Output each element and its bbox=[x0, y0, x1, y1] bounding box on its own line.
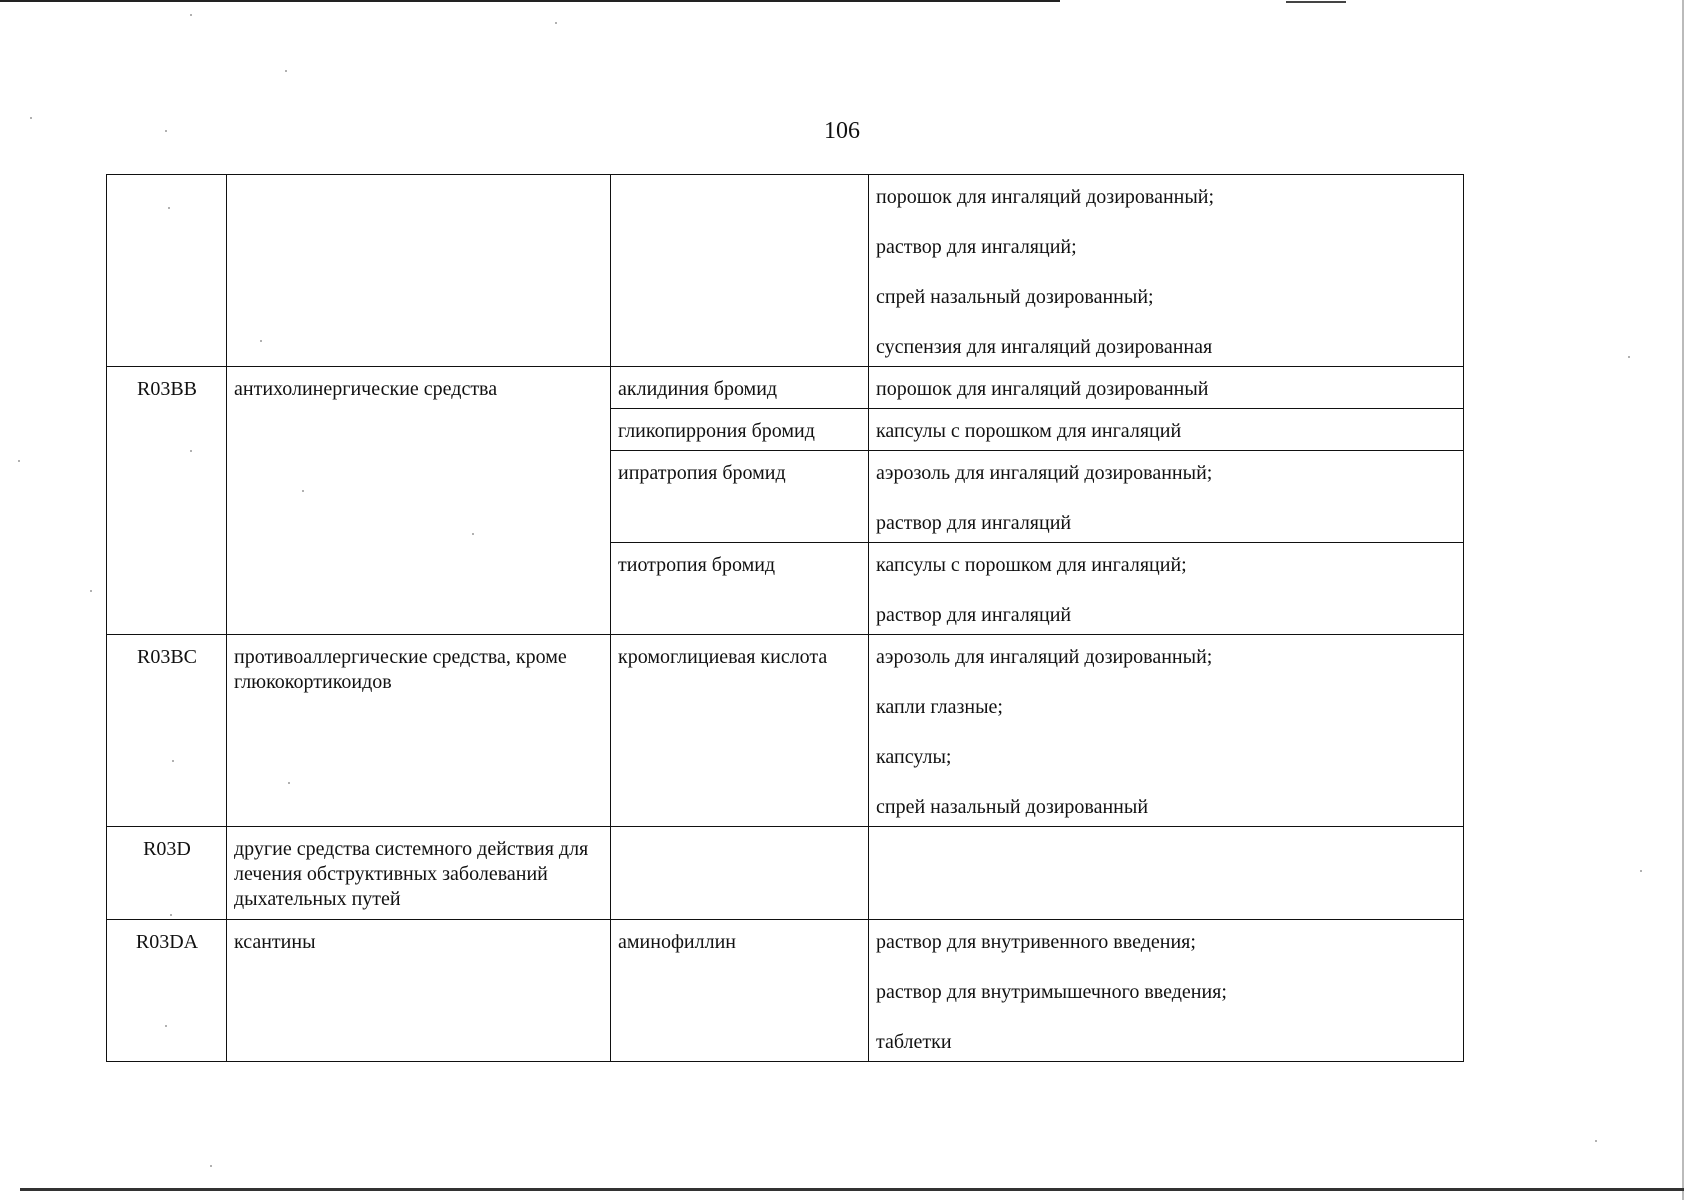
atc-code-cell: R03DA bbox=[107, 920, 227, 1062]
page-number: 106 bbox=[824, 118, 860, 144]
substance-name-cell bbox=[611, 827, 869, 920]
dosage-form-item: раствор для внутримышечного введения; bbox=[876, 981, 1227, 1003]
atc-code-cell: R03D bbox=[107, 827, 227, 920]
group-name-cell: противоаллергические средства, кроме глюкокортикоидов bbox=[227, 635, 611, 827]
substance-name-cell: аминофиллин bbox=[611, 920, 869, 1062]
table-row bbox=[107, 175, 1464, 367]
dosage-form-item: раствор для внутривенного введения; bbox=[876, 931, 1196, 953]
dosage-form-item: капсулы с порошком для ингаляций bbox=[876, 420, 1182, 442]
group-name-cell: другие средства системного действия для лечения обструктивных заболеваний дыхательных путей bbox=[227, 827, 611, 920]
dosage-forms-cell bbox=[869, 635, 1464, 827]
scan-edge-top-fragment bbox=[1286, 1, 1346, 3]
group-name-cell bbox=[227, 175, 611, 367]
atc-code-cell: R03BC bbox=[107, 635, 227, 827]
group-name-cell: антихолинергические средства bbox=[227, 367, 611, 635]
atc-table-body bbox=[107, 175, 1464, 1062]
dosage-form-item: аэрозоль для ингаляций дозированный; bbox=[876, 646, 1213, 668]
dosage-forms-cell bbox=[869, 543, 1464, 635]
group-name-cell: ксантины bbox=[227, 920, 611, 1062]
substance-name-cell bbox=[611, 175, 869, 367]
atc-code-cell bbox=[107, 175, 227, 367]
dosage-forms-cell bbox=[869, 827, 1464, 920]
table-row bbox=[107, 827, 1464, 920]
dosage-form-item: капли глазные; bbox=[876, 696, 1003, 718]
dosage-form-item: аэрозоль для ингаляций дозированный; bbox=[876, 462, 1213, 484]
substance-name-cell: тиотропия бромид bbox=[611, 543, 869, 635]
atc-table bbox=[106, 174, 1464, 1062]
dosage-form-item: раствор для ингаляций bbox=[876, 604, 1072, 626]
table-row bbox=[107, 920, 1464, 1062]
dosage-form-item: таблетки bbox=[876, 1031, 952, 1053]
table-row bbox=[107, 367, 1464, 409]
scan-edge-bottom bbox=[20, 1188, 1684, 1191]
scan-edge-top bbox=[0, 0, 1060, 2]
dosage-form-item: порошок для ингаляций дозированный; bbox=[876, 186, 1215, 208]
substance-name-cell: кромоглициевая кислота bbox=[611, 635, 869, 827]
dosage-form-item: спрей назальный дозированный; bbox=[876, 286, 1154, 308]
dosage-form-item: суспензия для ингаляций дозированная bbox=[876, 336, 1213, 358]
substance-name-cell: гликопиррония бромид bbox=[611, 409, 869, 451]
dosage-form-item: спрей назальный дозированный bbox=[876, 796, 1149, 818]
dosage-form-item: капсулы; bbox=[876, 746, 952, 768]
dosage-forms-cell bbox=[869, 409, 1464, 451]
table-row bbox=[107, 635, 1464, 827]
atc-code-cell: R03BB bbox=[107, 367, 227, 635]
dosage-form-item: раствор для ингаляций bbox=[876, 512, 1072, 534]
dosage-form-item: порошок для ингаляций дозированный bbox=[876, 378, 1209, 400]
dosage-forms-cell bbox=[869, 451, 1464, 543]
substance-name-cell: аклидиния бромид bbox=[611, 367, 869, 409]
substance-name-cell: ипратропия бромид bbox=[611, 451, 869, 543]
dosage-form-item: капсулы с порошком для ингаляций; bbox=[876, 554, 1187, 576]
dosage-form-item: раствор для ингаляций; bbox=[876, 236, 1077, 258]
dosage-forms-cell bbox=[869, 175, 1464, 367]
dosage-forms-cell bbox=[869, 920, 1464, 1062]
dosage-forms-cell bbox=[869, 367, 1464, 409]
